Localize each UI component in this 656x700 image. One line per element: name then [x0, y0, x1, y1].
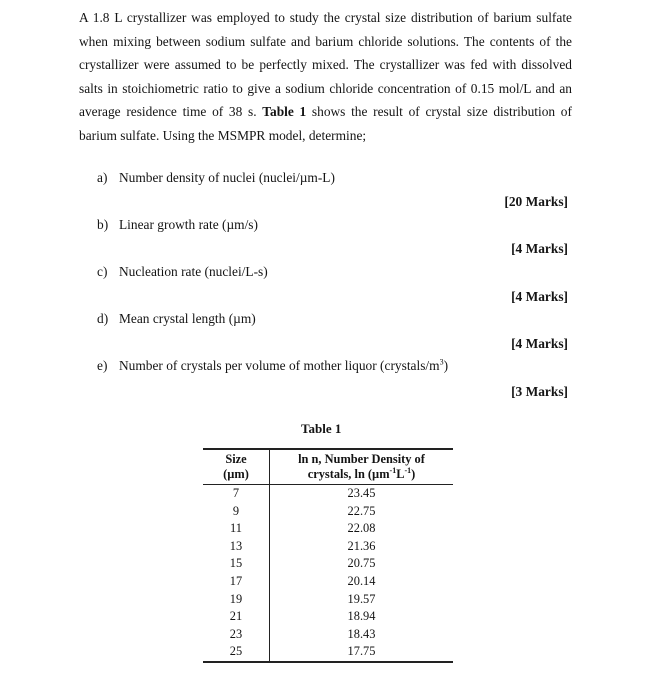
size-cell: 23 [203, 626, 270, 644]
question-d [97, 311, 256, 327]
density-header-sup1: -1 [389, 465, 397, 475]
question-a [97, 170, 335, 186]
density-cell: 18.43 [347, 626, 376, 641]
table-row [203, 555, 453, 573]
density-cell: 21.36 [347, 538, 376, 553]
size-cell: 17 [203, 573, 270, 591]
table-row [203, 485, 453, 503]
marks-d: [4 Marks] [511, 336, 568, 351]
table-row [203, 608, 453, 626]
size-cell: 7 [203, 485, 270, 503]
question-label: e) [97, 358, 108, 373]
table-header-row [203, 449, 453, 485]
size-header-line1: Size [225, 452, 247, 466]
intro-table-reference: Table 1 [262, 104, 307, 120]
marks-c: [4 Marks] [511, 289, 568, 304]
question-text-end: ) [443, 358, 449, 373]
question-e [97, 358, 448, 374]
question-text-superscript: 3 [439, 357, 444, 367]
crystal-size-table [203, 448, 453, 663]
density-header-sup2: -1 [404, 465, 412, 475]
question-b [97, 217, 258, 233]
density-header-line2: crystals, ln (µm [307, 467, 390, 481]
density-header-line1: ln n, Number Density of [298, 452, 425, 466]
marks-e: [3 Marks] [511, 384, 568, 399]
size-cell: 13 [203, 538, 270, 556]
size-column-header [203, 449, 270, 485]
table-row [203, 503, 453, 521]
density-cell: 17.75 [347, 644, 376, 659]
question-label: d) [97, 311, 109, 326]
question-c [97, 264, 268, 280]
marks-b: [4 Marks] [511, 241, 568, 256]
density-cell: 18.94 [347, 609, 376, 624]
question-label: b) [97, 217, 109, 232]
size-cell: 9 [203, 503, 270, 521]
density-cell: 22.08 [347, 521, 376, 536]
size-cell: 21 [203, 608, 270, 626]
size-header-line2: (µm) [223, 467, 249, 481]
table-row [203, 573, 453, 591]
density-cell: 20.14 [347, 573, 376, 588]
intro-text-part2: shows the result of crystal size distribution of barium sulfate. Using the MSMPR model, determine; [79, 104, 572, 143]
table-row [203, 520, 453, 538]
density-header-mid: L [396, 467, 405, 481]
table-row [203, 538, 453, 556]
size-cell: 15 [203, 555, 270, 573]
problem-statement [79, 6, 572, 148]
table-title: Table 1 [301, 421, 342, 436]
density-header-end: ) [411, 467, 416, 481]
size-cell: 19 [203, 591, 270, 609]
question-text: Nucleation rate (nuclei/L-s) [119, 264, 268, 279]
question-label: c) [97, 264, 108, 279]
density-cell: 19.57 [347, 591, 376, 606]
size-cell: 25 [203, 643, 270, 662]
question-text: Number of crystals per volume of mother liquor (crystals/m [119, 358, 440, 373]
question-text: Mean crystal length (µm) [119, 311, 256, 326]
question-text: Number density of nuclei (nuclei/µm-L) [119, 170, 335, 185]
table-row [203, 591, 453, 609]
question-text: Linear growth rate (µm/s) [119, 217, 258, 232]
table-row [203, 643, 453, 662]
question-label: a) [97, 170, 108, 185]
density-cell: 23.45 [347, 486, 376, 500]
density-cell: 22.75 [347, 503, 376, 518]
marks-a: [20 Marks] [504, 194, 568, 209]
table-row [203, 626, 453, 644]
density-column-header [270, 449, 454, 485]
density-cell: 20.75 [347, 556, 376, 571]
intro-text-part1: A 1.8 L crystallizer was employed to study the crystal size distribution of barium sulfate when mixing between sodium sulfate and barium chloride solutions. The contents of the crystallizer were assumed to be perfectly mixed. The crystallizer was fed with dissolved salts in stoichiometric ratio to give a sodium chloride concentration of 0.15 mol/L and an average residence time of 38 s. [79, 10, 572, 120]
size-cell: 11 [203, 520, 270, 538]
